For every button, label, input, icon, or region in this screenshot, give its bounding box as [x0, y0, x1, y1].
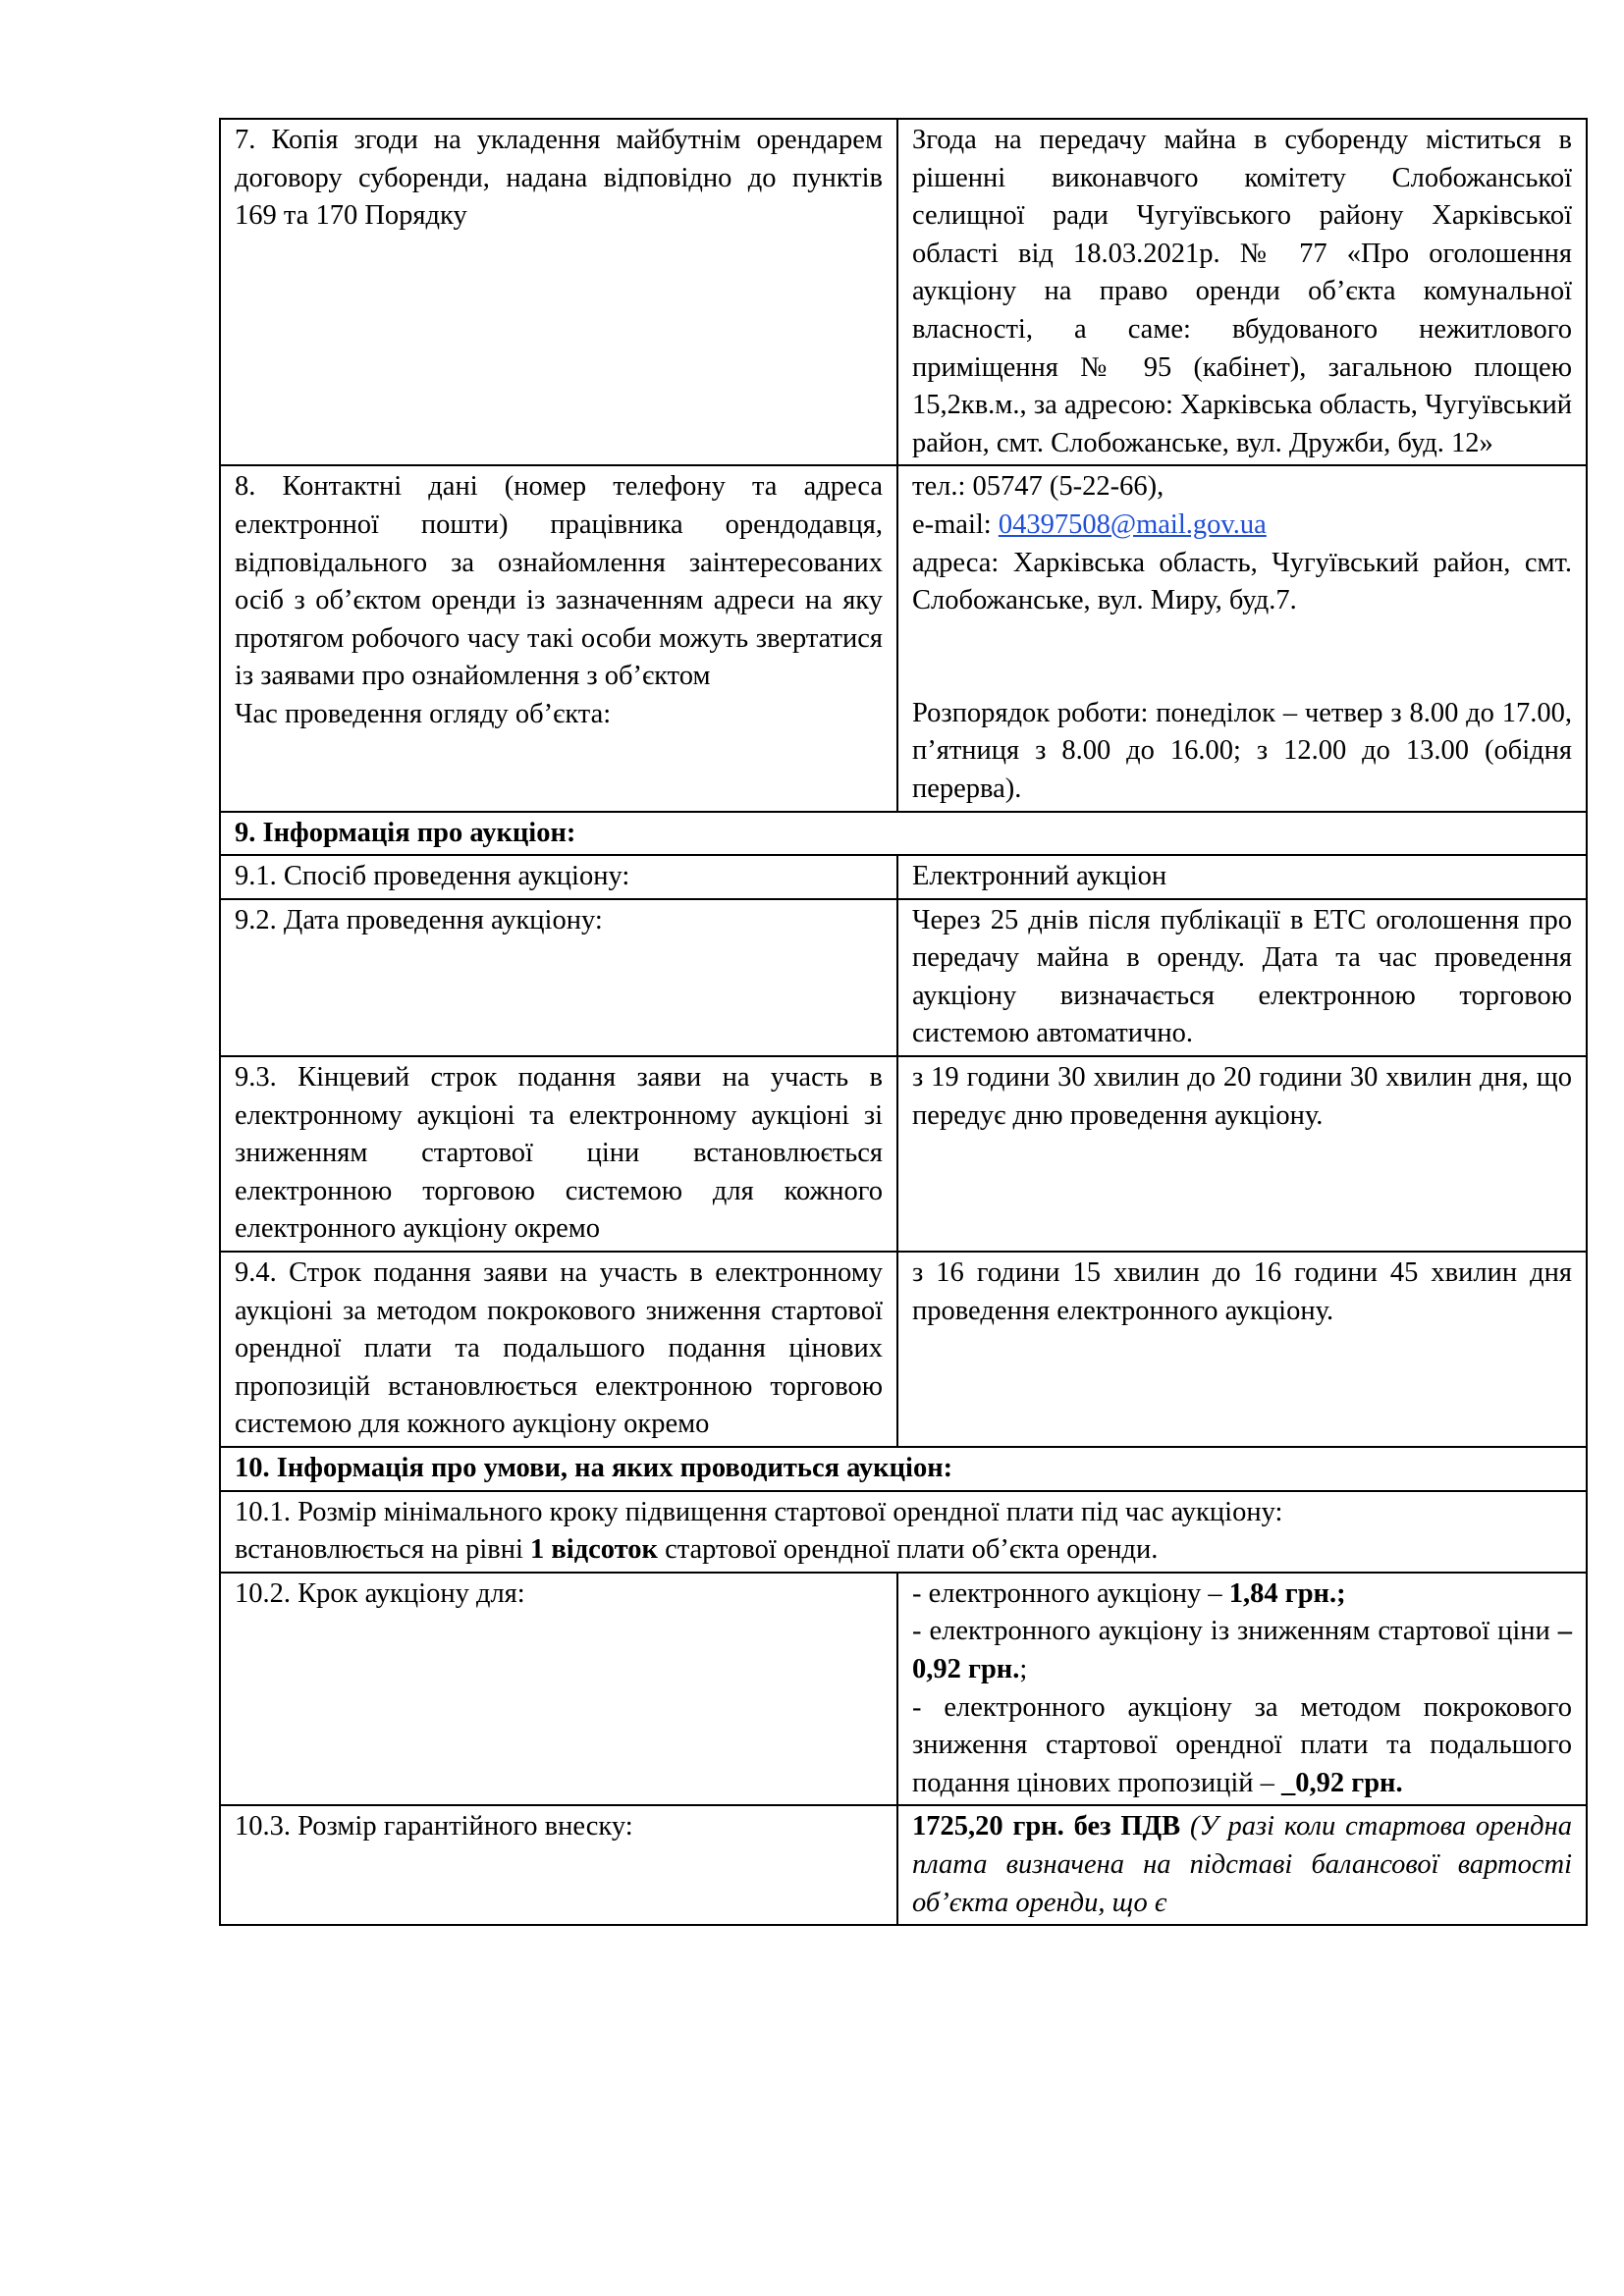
step-2-tail: ;	[1019, 1653, 1028, 1684]
row-10-2-value-cell	[897, 1573, 1587, 1806]
row-9-2-label: 9.2. Дата проведення аукціону:	[220, 899, 897, 1056]
step-1-value: 1,84 грн.;	[1228, 1577, 1346, 1609]
section-9-heading: 9. Інформація про аукціон:	[220, 812, 1587, 856]
step-item-1	[912, 1575, 1572, 1614]
row-9-1	[220, 855, 1587, 899]
contact-address: адреса: Харківська область, Чугуївський район, смт. Слобожанське, вул. Миру, буд.7.	[912, 547, 1572, 616]
row-10-1-percent: 1 відсоток	[530, 1534, 658, 1566]
step-item-2	[912, 1613, 1572, 1688]
row-10-1-post: стартової орендної плати об’єкта оренди.	[657, 1534, 1159, 1566]
row-8-label-cell	[220, 465, 897, 811]
row-9-3-label: 9.3. Кінцевий строк подання заяви на участь в електронному аукціоні та електронному аукціоні зі зниженням стартової ціни встановлюється електронною торговою системою для кожного електронного аукціону окремо	[220, 1056, 897, 1252]
row-9-1-value: Електронний аукціон	[897, 855, 1587, 899]
work-schedule: Розпорядок роботи: понеділок – четвер з 8.00 до 17.00, п’ятниця з 8.00 до 16.00; з 12.00 до 13.00 (обідня перерва).	[912, 697, 1572, 804]
row-8	[220, 465, 1587, 811]
row-9-2-value: Через 25 днів після публікації в ЕТС оголошення про передачу майна в оренду. Дата та час проведення аукціону визначається електронною торговою системою автоматично.	[897, 899, 1587, 1056]
row-8-inspection-label: Час проведення огляду об’єкта:	[235, 698, 612, 729]
step-2-text: - електронного аукціону із зниженням стартової ціни	[912, 1616, 1558, 1647]
row-9-4-label: 9.4. Строк подання заяви на участь в електронному аукціоні за методом покрокового зниження стартової орендної плати та подальшого подання цінових пропозицій встановлюється електронною торговою системою для кожного аукціону окремо	[220, 1252, 897, 1447]
row-7-value: Згода на передачу майна в суборенду міститься в рішенні виконавчого комітету Слобожанської селищної ради Чугуївського району Харківської області від 18.03.2021р. № 77 «Про оголошення аукціону на право оренди об’єкта комунальної власності, а саме: вбудованого нежитлового приміщення № 95 (кабінет), загальною площею 15,2кв.м., за адресою: Харківська область, Чугуївський район, смт. Слобожанське, вул. Дружби, буд. 12»	[897, 119, 1587, 465]
row-8-label: 8. Контактні дані (номер телефону та адреса електронної пошти) працівника орендодавця, відповідального за ознайомлення заінтересованих осіб з об’єктом оренди із зазначенням адреси на яку протягом робочого часу такі особи можуть звертатися із заявами про ознайомлення з об’єктом	[235, 471, 883, 692]
section-10-header-row	[220, 1447, 1587, 1491]
step-item-3	[912, 1689, 1572, 1803]
row-9-3	[220, 1056, 1587, 1252]
deposit-note: (У разі коли стартова орендна плата визначена на підставі балансової вартості об’єкта оренди, що є	[912, 1811, 1572, 1918]
row-9-4	[220, 1252, 1587, 1447]
email-label: e-mail:	[912, 508, 999, 540]
row-10-1	[220, 1491, 1587, 1573]
row-10-1-line2	[235, 1531, 1572, 1570]
deposit-amount: 1725,20 грн. без ПДВ	[912, 1811, 1181, 1842]
section-10-heading: 10. Інформація про умови, на яких проводиться аукціон:	[220, 1447, 1587, 1491]
auction-info-table	[219, 118, 1588, 1926]
row-10-2	[220, 1573, 1587, 1806]
step-3-value: _0,92 грн.	[1281, 1767, 1403, 1798]
row-10-1-line1: 10.1. Розмір мінімального кроку підвищення стартової орендної плати під час аукціону:	[235, 1496, 1283, 1527]
row-9-2	[220, 899, 1587, 1056]
row-7-label: 7. Копія згоди на укладення майбутнім орендарем договору суборенди, надана відповідно до пунктів 169 та 170 Порядку	[220, 119, 897, 465]
step-3-text: - електронного аукціону за методом покрокового зниження стартової орендної плати та подальшого подання цінових пропозицій –	[912, 1691, 1572, 1798]
row-9-3-value: з 19 години 30 хвилин до 20 години 30 хвилин дня, що передує дню проведення аукціону.	[897, 1056, 1587, 1252]
step-2-value: – 0,92 грн.	[912, 1616, 1572, 1684]
row-9-4-value: з 16 години 15 хвилин до 16 години 45 хвилин дня проведення електронного аукціону.	[897, 1252, 1587, 1447]
row-10-1-pre: встановлюється на рівні	[235, 1534, 531, 1566]
contact-phone: тел.: 05747 (5-22-66),	[912, 471, 1164, 503]
step-1-text: - електронного аукціону –	[912, 1577, 1229, 1609]
row-10-3-value-cell	[897, 1805, 1587, 1925]
row-9-1-label: 9.1. Спосіб проведення аукціону:	[220, 855, 897, 899]
contact-email-line	[912, 507, 1572, 545]
row-10-3-label: 10.3. Розмір гарантійного внеску:	[220, 1805, 897, 1925]
row-7	[220, 119, 1587, 465]
row-10-2-label: 10.2. Крок аукціону для:	[220, 1573, 897, 1806]
row-8-value-cell	[897, 465, 1587, 811]
row-10-3	[220, 1805, 1587, 1925]
row-10-1-cell	[220, 1491, 1587, 1573]
email-link[interactable]: 04397508@mail.gov.ua	[998, 508, 1267, 540]
section-9-header-row	[220, 812, 1587, 856]
